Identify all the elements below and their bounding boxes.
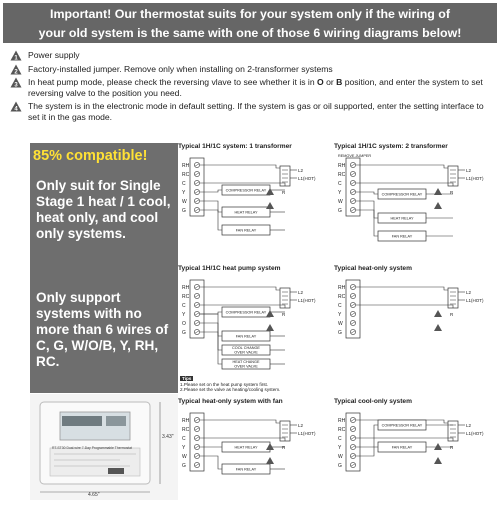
relay-label: FAN RELAY [235, 228, 257, 233]
svg-text:3: 3 [14, 82, 18, 88]
warning-triangle-icon [10, 64, 22, 75]
terminal-label-rh: RH [182, 418, 190, 424]
relay-label: COMPRESSOR RELAY [381, 192, 423, 197]
thermostat-device-image [30, 394, 178, 500]
device-height-dimension: 3.43" [162, 434, 174, 440]
warning-triangle-icon [434, 457, 442, 464]
terminal-label-rh: RH [338, 285, 346, 291]
terminal-label-rc: RC [182, 172, 190, 178]
terminal-label-c: C [338, 436, 342, 442]
triangle-shape [434, 324, 442, 331]
warning-triangle-icon [266, 202, 274, 209]
wire-label-l2: L2 [298, 423, 304, 428]
terminal-label-y: Y [182, 312, 186, 318]
diagram-title-5: Typical heat-only system with fan [178, 398, 283, 405]
terminal-label-rc: RC [338, 427, 346, 433]
triangle-shape [434, 443, 442, 450]
terminal-label-c: C [182, 436, 186, 442]
relay-label: HEAT RELAY [234, 210, 258, 215]
wire-label-l1: L1(HOT) [298, 298, 316, 303]
terminal-label-c: C [182, 181, 186, 187]
warning-triangle-icon [434, 324, 442, 331]
diagram-svg [334, 407, 496, 497]
wire-r [200, 165, 280, 168]
wire-label-l2: L2 [466, 290, 472, 295]
relay-label: OVER VALVE [234, 350, 258, 355]
wire-r [200, 420, 280, 423]
wire-label-r: R [282, 445, 286, 450]
triangle-shape [434, 457, 442, 464]
tips-line-2: 2.Please set the valve as heating/cooling system. [180, 387, 281, 393]
diagram-title-6: Typical cool-only system [334, 398, 412, 405]
terminal-label-rh: RH [182, 285, 190, 291]
terminal-label-w: W [338, 454, 343, 460]
note-jumper [8, 64, 496, 75]
note-text: The system is in the electronic mode in default setting. If the system is gas or oil supported, enter the setting interface to set it in the gas mode. [28, 101, 484, 122]
tips-title: Tips [182, 376, 192, 381]
terminal-label-g: G [182, 463, 186, 469]
relay-label: FAN RELAY [391, 234, 413, 239]
triangle-shape [434, 310, 442, 317]
wire-r [356, 287, 448, 290]
compatibility-text-systems: Only suit for Single Stage 1 heat / 1 cool, heat only, and cool only systems. [36, 178, 171, 241]
diagram-svg [178, 152, 328, 264]
terminal-label-rc: RC [338, 172, 346, 178]
wire-label-r: R [282, 190, 286, 195]
relay-label: COMPRESSOR RELAY [225, 188, 267, 193]
wire-c [356, 438, 453, 441]
wiring-diagram-1 [178, 152, 328, 269]
remove-jumper-label: REMOVE JUMPER [338, 154, 372, 158]
diagram-svg [334, 152, 496, 264]
wiring-diagram-5 [178, 407, 328, 502]
wire-label-l1: L1(HOT) [298, 431, 316, 436]
wire-label-l2: L2 [298, 168, 304, 173]
diagram-title-2: Typical 1H/1C system: 2 transformer [334, 143, 448, 150]
tips-box [180, 376, 330, 393]
terminal-label-y: Y [338, 190, 342, 196]
note-text: In heat pump mode, please check the reversing vlave to see whether it is in O or B position, and enter the system to set reversing valve to the position you need. [28, 77, 483, 98]
terminal-label-g: G [338, 208, 342, 214]
relay-label: FAN RELAY [235, 334, 257, 339]
banner-line-1: Important! Our thermostat suits for your system only if the wiring of [50, 7, 450, 21]
warning-triangle-icon [10, 50, 22, 61]
relay-label: COMPRESSOR RELAY [381, 423, 423, 428]
note-power-supply [8, 50, 496, 61]
wire-c [356, 183, 453, 186]
relay-label: HEAT CHANGE [232, 360, 260, 365]
relay-label: FAN RELAY [235, 467, 257, 472]
terminal-label-rh: RH [338, 418, 346, 424]
warning-triangle-icon [10, 77, 22, 88]
terminal-label-c: C [338, 181, 342, 187]
warning-triangle-icon [266, 457, 274, 464]
terminal-label-y: Y [338, 445, 342, 451]
wire-label-l1: L1(HOT) [466, 298, 484, 303]
terminal-label-y: Y [338, 312, 342, 318]
wire-label-l1: L1(HOT) [466, 431, 484, 436]
device-width-dimension: 4.65" [88, 492, 100, 498]
triangle-shape [266, 202, 274, 209]
wire-r [356, 165, 448, 168]
terminal-label-o: O [182, 321, 186, 327]
note-text: Factory-installed jumper. Remove only when installing on 2-transformer systems [28, 63, 333, 74]
device-label: RT-ST30 Dual-wire 7-Day Programmable Thermostat [52, 446, 132, 450]
important-banner [3, 3, 497, 43]
wire-label-l2: L2 [466, 168, 472, 173]
wire-c [356, 305, 453, 308]
terminal-label-rc: RC [338, 294, 346, 300]
wire-label-r: R [450, 190, 454, 195]
terminal-label-g: G [182, 208, 186, 214]
note-heat-pump [8, 77, 496, 98]
relay-label: FAN RELAY [391, 445, 413, 450]
svg-text:2: 2 [14, 69, 18, 75]
terminal-label-rc: RC [182, 427, 190, 433]
svg-text:4: 4 [14, 106, 18, 112]
svg-text:1: 1 [14, 55, 18, 61]
terminal-label-c: C [338, 303, 342, 309]
warning-triangle-icon [10, 101, 22, 112]
diagram-title-1: Typical 1H/1C system: 1 transformer [178, 143, 292, 150]
relay-label: HEAT RELAY [390, 216, 414, 221]
compatibility-text-wires: Only support systems with no more than 6 wires of C, G, W/O/B, Y, RH, RC. [36, 290, 169, 369]
terminal-label-w: W [182, 454, 187, 460]
compatibility-title: 85% compatible! [33, 148, 148, 164]
diagram-svg [178, 274, 328, 374]
terminal-label-y: Y [182, 190, 186, 196]
warning-triangle-icon [434, 202, 442, 209]
terminal-label-y: Y [182, 445, 186, 451]
triangle-shape [266, 324, 274, 331]
wire-label-l2: L2 [466, 423, 472, 428]
tips-line-1: 1.Please set on the heat pump system first. [180, 381, 269, 387]
wire-label-r: R [450, 445, 454, 450]
notes-list [8, 50, 496, 125]
wire-label-l2: L2 [298, 290, 304, 295]
terminal-label-g: G [182, 330, 186, 336]
wire-label-r: R [450, 312, 454, 317]
triangle-shape [434, 188, 442, 195]
wiring-diagram-3 [178, 274, 328, 379]
diagram-title-3: Typical 1H/1C heat pump system [178, 265, 281, 272]
terminal-label-g: G [338, 330, 342, 336]
warning-triangle-icon [434, 443, 442, 450]
diagram-svg [334, 274, 496, 374]
terminal-label-rh: RH [182, 163, 190, 169]
note-electronic-mode [8, 101, 496, 122]
relay-label: HEAT RELAY [234, 445, 258, 450]
wiring-diagram-2 [334, 152, 496, 269]
terminal-label-g: G [338, 463, 342, 469]
terminal-label-w: W [338, 199, 343, 205]
relay-label: COMPRESSOR RELAY [225, 310, 267, 315]
relay-label: OVER VALVE [234, 364, 258, 369]
wire-c [200, 438, 285, 441]
diagram-svg [178, 407, 328, 497]
terminal-label-rc: RC [182, 294, 190, 300]
warning-triangle-icon [434, 188, 442, 195]
wiring-diagram-6 [334, 407, 496, 502]
terminal-label-rh: RH [338, 163, 346, 169]
terminal-label-c: C [182, 303, 186, 309]
banner-line-2: your old system is the same with one of those 6 wiring diagrams below! [38, 26, 462, 40]
wire-label-r: R [282, 312, 286, 317]
warning-triangle-icon [434, 310, 442, 317]
triangle-shape [266, 457, 274, 464]
warning-triangle-icon [266, 324, 274, 331]
relay-label: COOL CHANGE [232, 346, 260, 351]
wire-r [200, 287, 280, 290]
note-text: Power supply [28, 50, 80, 60]
terminal-label-w: W [338, 321, 343, 327]
wire-label-l1: L1(HOT) [466, 176, 484, 181]
wire-label-l1: L1(HOT) [298, 176, 316, 181]
terminal-label-w: W [182, 199, 187, 205]
triangle-shape [434, 202, 442, 209]
wiring-diagram-4 [334, 274, 496, 379]
diagram-title-4: Typical heat-only system [334, 265, 412, 272]
